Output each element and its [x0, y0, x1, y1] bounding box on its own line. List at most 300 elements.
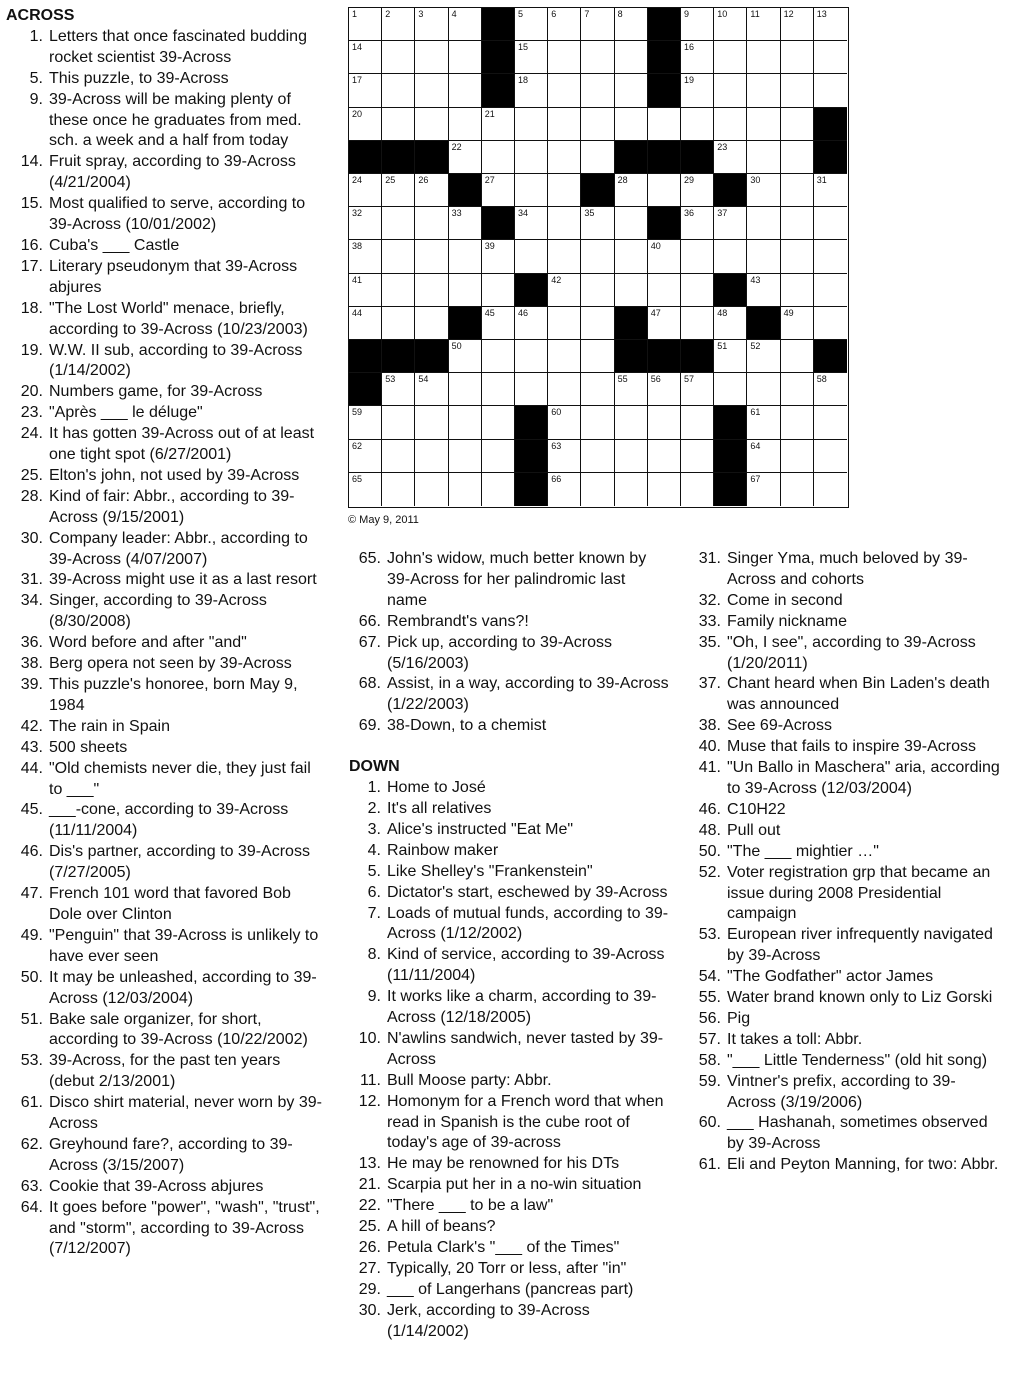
clue-number: 54.	[698, 968, 721, 986]
clue-number: 33.	[698, 612, 721, 630]
grid-cell[interactable]	[648, 406, 681, 439]
grid-cell[interactable]	[781, 41, 814, 74]
grid-cell[interactable]	[747, 174, 780, 207]
grid-cell[interactable]	[382, 240, 415, 273]
clue-text: Word before and after "and"	[49, 634, 247, 652]
clue-text: Berg opera not seen by 39-Across	[49, 655, 292, 673]
grid-cell[interactable]	[382, 8, 415, 41]
grid-cell[interactable]	[382, 207, 415, 240]
grid-cell[interactable]	[681, 373, 714, 406]
grid-block	[814, 108, 847, 141]
grid-cell[interactable]	[781, 207, 814, 240]
grid-cell[interactable]	[781, 240, 814, 273]
clue-number: 14.	[20, 153, 43, 171]
grid-cell[interactable]	[615, 8, 648, 41]
cell-number: 9	[684, 9, 690, 19]
grid-cell[interactable]	[415, 108, 448, 141]
grid-cell[interactable]	[648, 307, 681, 340]
grid-cell[interactable]	[681, 207, 714, 240]
grid-cell[interactable]	[681, 8, 714, 41]
grid-cell[interactable]	[648, 240, 681, 273]
clue-item	[349, 1071, 669, 1092]
grid-cell[interactable]	[581, 440, 614, 473]
cell-number: 49	[783, 307, 794, 318]
grid-cell[interactable]	[482, 240, 515, 273]
grid-block	[349, 141, 382, 174]
cell-number: 46	[518, 307, 529, 318]
clue-number: 18.	[20, 299, 43, 317]
clue-number: 12.	[358, 1092, 381, 1110]
grid-cell[interactable]	[814, 307, 847, 340]
grid-cell[interactable]	[449, 108, 482, 141]
clue-number: 50.	[698, 842, 721, 860]
grid-cell[interactable]	[781, 141, 814, 174]
clue-item	[20, 236, 325, 257]
grid-cell[interactable]	[415, 207, 448, 240]
clue-text: N'awlins sandwich, never tasted by 39-Across	[387, 1029, 664, 1068]
grid-cell[interactable]	[482, 307, 515, 340]
grid-cell[interactable]	[814, 440, 847, 473]
grid-cell[interactable]	[415, 74, 448, 107]
grid-cell[interactable]	[581, 41, 614, 74]
clue-text: Pull out	[727, 821, 781, 839]
grid-cell[interactable]	[648, 108, 681, 141]
grid-cell[interactable]	[415, 373, 448, 406]
clue-number: 68.	[358, 675, 381, 693]
grid-cell[interactable]	[747, 108, 780, 141]
grid-cell[interactable]	[415, 440, 448, 473]
clue-number: 8.	[367, 946, 381, 964]
grid-cell[interactable]	[349, 174, 382, 207]
grid-cell[interactable]	[681, 174, 714, 207]
grid-cell[interactable]	[548, 406, 581, 439]
clue-number: 61.	[20, 1094, 43, 1112]
clue-text: Literary pseudonym that 39-Across abjures	[49, 257, 298, 296]
grid-cell[interactable]	[714, 373, 747, 406]
grid-cell[interactable]	[581, 274, 614, 307]
cell-number: 22	[451, 141, 462, 152]
grid-cell[interactable]	[548, 41, 581, 74]
grid-cell[interactable]	[814, 240, 847, 273]
grid-cell[interactable]	[515, 41, 548, 74]
clue-item	[349, 904, 669, 946]
grid-cell[interactable]	[349, 108, 382, 141]
grid-cell[interactable]	[581, 406, 614, 439]
grid-cell[interactable]	[349, 8, 382, 41]
grid-cell[interactable]	[681, 240, 714, 273]
grid-cell[interactable]	[449, 373, 482, 406]
clue-text: Like Shelley's "Frankenstein"	[387, 862, 593, 880]
clue-item	[349, 1280, 669, 1301]
grid-block	[382, 340, 415, 373]
clue-text: It works like a charm, according to 39-Across (12/18/2005)	[387, 988, 657, 1027]
grid-cell[interactable]	[415, 8, 448, 41]
cell-number: 50	[451, 341, 462, 351]
grid-cell[interactable]	[482, 473, 515, 506]
grid-cell[interactable]	[781, 373, 814, 406]
grid-cell[interactable]	[449, 340, 482, 373]
grid-cell[interactable]	[449, 74, 482, 107]
clue-number: 56.	[698, 1009, 721, 1027]
grid-cell[interactable]	[449, 406, 482, 439]
grid-cell[interactable]	[548, 240, 581, 273]
cell-number: 34	[518, 208, 529, 219]
clue-item	[698, 1155, 1003, 1176]
clue-item	[698, 821, 1003, 842]
clue-item	[698, 1051, 1003, 1072]
grid-cell[interactable]	[681, 307, 714, 340]
grid-cell[interactable]	[615, 406, 648, 439]
clue-item	[20, 968, 325, 1010]
grid-cell[interactable]	[714, 207, 747, 240]
clue-text: Fruit spray, according to 39-Across (4/21/2004)	[49, 153, 296, 192]
grid-cell[interactable]	[515, 108, 548, 141]
grid-cell[interactable]	[449, 207, 482, 240]
grid-cell[interactable]	[747, 440, 780, 473]
grid-cell[interactable]	[382, 74, 415, 107]
clue-item	[349, 716, 669, 737]
clue-item	[20, 403, 325, 424]
grid-cell[interactable]	[581, 240, 614, 273]
clue-number: 42.	[20, 717, 43, 735]
grid-cell[interactable]	[382, 373, 415, 406]
grid-cell[interactable]	[515, 373, 548, 406]
grid-cell[interactable]	[681, 440, 714, 473]
grid-cell[interactable]	[781, 8, 814, 41]
grid-cell[interactable]	[814, 174, 847, 207]
grid-cell[interactable]	[548, 207, 581, 240]
clue-number: 7.	[367, 904, 381, 922]
grid-cell[interactable]	[349, 440, 382, 473]
clue-item	[698, 612, 1003, 633]
clue-text: Chant heard when Bin Laden's death was announced	[727, 675, 990, 714]
clue-number: 9.	[367, 988, 381, 1006]
grid-cell[interactable]	[681, 473, 714, 506]
grid-cell[interactable]	[482, 406, 515, 439]
grid-cell[interactable]	[415, 41, 448, 74]
grid-cell[interactable]	[382, 473, 415, 506]
grid-cell[interactable]	[615, 274, 648, 307]
clue-item	[698, 967, 1003, 988]
grid-cell[interactable]	[781, 340, 814, 373]
grid-cell[interactable]	[615, 74, 648, 107]
clue-number: 20.	[20, 383, 43, 401]
grid-cell[interactable]	[482, 373, 515, 406]
clue-item	[20, 675, 325, 717]
grid-cell[interactable]	[615, 41, 648, 74]
cell-number: 11	[750, 9, 760, 19]
grid-cell[interactable]	[382, 174, 415, 207]
grid-cell[interactable]	[681, 74, 714, 107]
grid-block	[382, 141, 415, 174]
grid-block	[482, 207, 515, 240]
grid-cell[interactable]	[615, 108, 648, 141]
grid-cell[interactable]	[581, 141, 614, 174]
grid-cell[interactable]	[548, 141, 581, 174]
grid-cell[interactable]	[615, 207, 648, 240]
grid-cell[interactable]	[449, 440, 482, 473]
grid-cell[interactable]	[747, 406, 780, 439]
grid-cell[interactable]	[482, 440, 515, 473]
clue-item	[349, 1175, 669, 1196]
grid-cell[interactable]	[615, 174, 648, 207]
grid-cell[interactable]	[747, 8, 780, 41]
grid-cell[interactable]	[548, 473, 581, 506]
cell-number: 20	[352, 108, 363, 119]
grid-cell[interactable]	[515, 207, 548, 240]
grid-cell[interactable]	[814, 207, 847, 240]
cell-number: 14	[352, 42, 363, 53]
grid-cell[interactable]	[781, 174, 814, 207]
clue-text: Kind of service, according to 39-Across (11/11/2004)	[387, 946, 665, 985]
grid-cell[interactable]	[681, 41, 714, 74]
grid-cell[interactable]	[814, 8, 847, 41]
grid-cell[interactable]	[781, 307, 814, 340]
grid-cell[interactable]	[714, 108, 747, 141]
grid-cell[interactable]	[615, 240, 648, 273]
clue-item	[20, 299, 325, 341]
grid-cell[interactable]	[648, 440, 681, 473]
clue-number: 25.	[358, 1218, 381, 1236]
grid-cell[interactable]	[482, 274, 515, 307]
grid-cell[interactable]	[349, 406, 382, 439]
grid-cell[interactable]	[482, 174, 515, 207]
clue-item	[20, 257, 325, 299]
down-clue-list	[349, 778, 669, 1342]
clue-item	[349, 549, 669, 612]
clue-item	[20, 69, 325, 90]
grid-cell[interactable]	[548, 108, 581, 141]
grid-cell[interactable]	[615, 440, 648, 473]
grid-cell[interactable]	[515, 240, 548, 273]
clue-number: 49.	[20, 926, 43, 944]
grid-cell[interactable]	[781, 406, 814, 439]
grid-cell[interactable]	[747, 41, 780, 74]
clue-item	[698, 842, 1003, 863]
cell-number: 62	[352, 440, 363, 451]
grid-cell[interactable]	[449, 274, 482, 307]
grid-cell[interactable]	[415, 406, 448, 439]
clue-number: 26.	[358, 1239, 381, 1256]
clue-number: 32.	[698, 591, 721, 609]
copyright-notice: © May 9, 2011	[348, 514, 419, 526]
grid-cell[interactable]	[449, 41, 482, 74]
clue-text: "There ___ to be a law"	[387, 1197, 554, 1215]
clue-text: See 69-Across	[727, 717, 832, 735]
clue-number: 41.	[698, 759, 721, 777]
clue-text: French 101 word that favored Bob Dole over Clinton	[49, 885, 291, 923]
grid-cell[interactable]	[814, 74, 847, 107]
grid-cell[interactable]	[814, 41, 847, 74]
grid-cell[interactable]	[449, 8, 482, 41]
grid-cell[interactable]	[515, 74, 548, 107]
grid-cell[interactable]	[548, 8, 581, 41]
grid-cell[interactable]	[781, 74, 814, 107]
grid-cell[interactable]	[648, 174, 681, 207]
cell-number: 41	[352, 274, 363, 285]
grid-cell[interactable]	[747, 240, 780, 273]
grid-cell[interactable]	[415, 274, 448, 307]
clue-text: "Oh, I see", according to 39-Across (1/20/2011)	[727, 633, 976, 672]
grid-cell[interactable]	[382, 41, 415, 74]
clue-text: "The ___ mightier …"	[727, 842, 879, 860]
grid-cell[interactable]	[648, 373, 681, 406]
clue-item	[20, 738, 325, 759]
grid-cell[interactable]	[681, 274, 714, 307]
clue-item	[20, 570, 325, 591]
grid-cell[interactable]	[681, 406, 714, 439]
cell-number: 24	[352, 175, 363, 185]
grid-cell[interactable]	[548, 373, 581, 406]
clue-item	[698, 633, 1003, 675]
grid-cell[interactable]	[349, 74, 382, 107]
grid-cell[interactable]	[714, 41, 747, 74]
grid-cell[interactable]	[781, 274, 814, 307]
grid-cell[interactable]	[747, 141, 780, 174]
grid-cell[interactable]	[515, 307, 548, 340]
clue-item	[698, 674, 1003, 716]
clue-number: 38.	[20, 655, 43, 673]
grid-cell[interactable]	[615, 473, 648, 506]
grid-cell[interactable]	[648, 473, 681, 506]
clue-number: 34.	[20, 592, 43, 610]
grid-cell[interactable]	[482, 108, 515, 141]
clue-item	[20, 926, 325, 968]
cell-number: 23	[717, 141, 728, 152]
grid-cell[interactable]	[415, 174, 448, 207]
grid-cell[interactable]	[349, 41, 382, 74]
grid-cell[interactable]	[548, 440, 581, 473]
grid-cell[interactable]	[581, 108, 614, 141]
clue-number: 50.	[20, 968, 43, 986]
grid-cell[interactable]	[548, 340, 581, 373]
grid-cell[interactable]	[415, 240, 448, 273]
grid-cell[interactable]	[415, 307, 448, 340]
grid-cell[interactable]	[382, 406, 415, 439]
grid-cell[interactable]	[648, 274, 681, 307]
grid-cell[interactable]	[747, 473, 780, 506]
grid-cell[interactable]	[814, 473, 847, 506]
clue-item	[698, 800, 1003, 821]
grid-cell[interactable]	[747, 207, 780, 240]
clue-number: 53.	[20, 1052, 43, 1070]
grid-cell[interactable]	[382, 108, 415, 141]
grid-cell[interactable]	[714, 307, 747, 340]
clue-item	[349, 612, 669, 633]
grid-cell[interactable]	[781, 473, 814, 506]
grid-cell[interactable]	[515, 141, 548, 174]
grid-cell[interactable]	[747, 373, 780, 406]
clue-text: Vintner's prefix, according to 39-Across (3/19/2006)	[727, 1072, 956, 1111]
grid-block	[615, 141, 648, 174]
grid-cell[interactable]	[747, 74, 780, 107]
grid-cell[interactable]	[814, 406, 847, 439]
grid-cell[interactable]	[349, 307, 382, 340]
grid-cell[interactable]	[349, 473, 382, 506]
grid-cell[interactable]	[681, 108, 714, 141]
clue-item	[20, 591, 325, 633]
grid-cell[interactable]	[581, 307, 614, 340]
clue-number: 29.	[358, 1280, 381, 1298]
grid-cell[interactable]	[548, 307, 581, 340]
grid-cell[interactable]	[449, 240, 482, 273]
grid-cell[interactable]	[781, 108, 814, 141]
cell-number: 64	[750, 440, 761, 451]
grid-cell[interactable]	[349, 274, 382, 307]
grid-cell[interactable]	[814, 373, 847, 406]
grid-cell[interactable]	[581, 373, 614, 406]
grid-cell[interactable]	[482, 340, 515, 373]
clue-number: 65.	[358, 550, 381, 567]
clue-text: "Un Ballo in Maschera" aria, according to 39-Across (12/03/2004)	[727, 759, 1000, 797]
grid-cell[interactable]	[714, 240, 747, 273]
grid-cell[interactable]	[349, 207, 382, 240]
clue-text: Most qualified to serve, according to 39-Across (10/01/2002)	[49, 195, 306, 234]
grid-cell[interactable]	[714, 340, 747, 373]
clue-text: Typically, 20 Torr or less, after "in"	[387, 1259, 627, 1277]
grid-cell[interactable]	[714, 74, 747, 107]
clue-text: Kind of fair: Abbr., according to 39-Across (9/15/2001)	[49, 487, 295, 526]
grid-cell[interactable]	[515, 340, 548, 373]
grid-cell[interactable]	[615, 373, 648, 406]
clue-item	[698, 758, 1003, 800]
grid-cell[interactable]	[515, 8, 548, 41]
grid-cell[interactable]	[581, 340, 614, 373]
grid-cell[interactable]	[581, 74, 614, 107]
clue-number: 10.	[358, 1029, 381, 1047]
grid-cell[interactable]	[482, 141, 515, 174]
grid-cell[interactable]	[548, 174, 581, 207]
cell-number: 1	[352, 9, 358, 19]
grid-block	[581, 174, 614, 207]
clue-number: 60.	[698, 1114, 721, 1132]
grid-block	[648, 41, 681, 74]
clue-number: 62.	[20, 1135, 43, 1153]
grid-cell[interactable]	[747, 340, 780, 373]
clue-item	[349, 1092, 669, 1155]
grid-cell[interactable]	[714, 8, 747, 41]
clue-text: John's widow, much better known by 39-Across for her palindromic last name	[387, 550, 647, 609]
grid-cell[interactable]	[548, 74, 581, 107]
cell-number: 30	[750, 175, 761, 185]
grid-cell[interactable]	[581, 8, 614, 41]
grid-cell[interactable]	[382, 274, 415, 307]
clue-text: Homonym for a French word that when read in Spanish is the cube root of today's age of 39-across	[387, 1092, 664, 1152]
clue-text: Water brand known only to Liz Gorski	[727, 989, 993, 1007]
cell-number: 2	[385, 9, 391, 19]
grid-cell[interactable]	[349, 240, 382, 273]
cell-number: 31	[816, 175, 827, 185]
cell-number: 65	[352, 473, 363, 484]
clue-number: 3.	[367, 820, 381, 838]
grid-cell[interactable]	[415, 473, 448, 506]
grid-cell[interactable]	[382, 307, 415, 340]
grid-cell[interactable]	[747, 274, 780, 307]
grid-cell[interactable]	[714, 141, 747, 174]
clue-number: 63.	[20, 1177, 43, 1195]
grid-cell[interactable]	[581, 473, 614, 506]
grid-cell[interactable]	[548, 274, 581, 307]
grid-cell[interactable]	[781, 440, 814, 473]
grid-cell[interactable]	[382, 440, 415, 473]
grid-cell[interactable]	[449, 141, 482, 174]
grid-cell[interactable]	[449, 473, 482, 506]
clue-text: ___-cone, according to 39-Across (11/11/2004)	[49, 801, 289, 840]
clue-number: 58.	[698, 1051, 721, 1069]
grid-cell[interactable]	[581, 207, 614, 240]
grid-cell[interactable]	[515, 174, 548, 207]
grid-cell[interactable]	[814, 274, 847, 307]
